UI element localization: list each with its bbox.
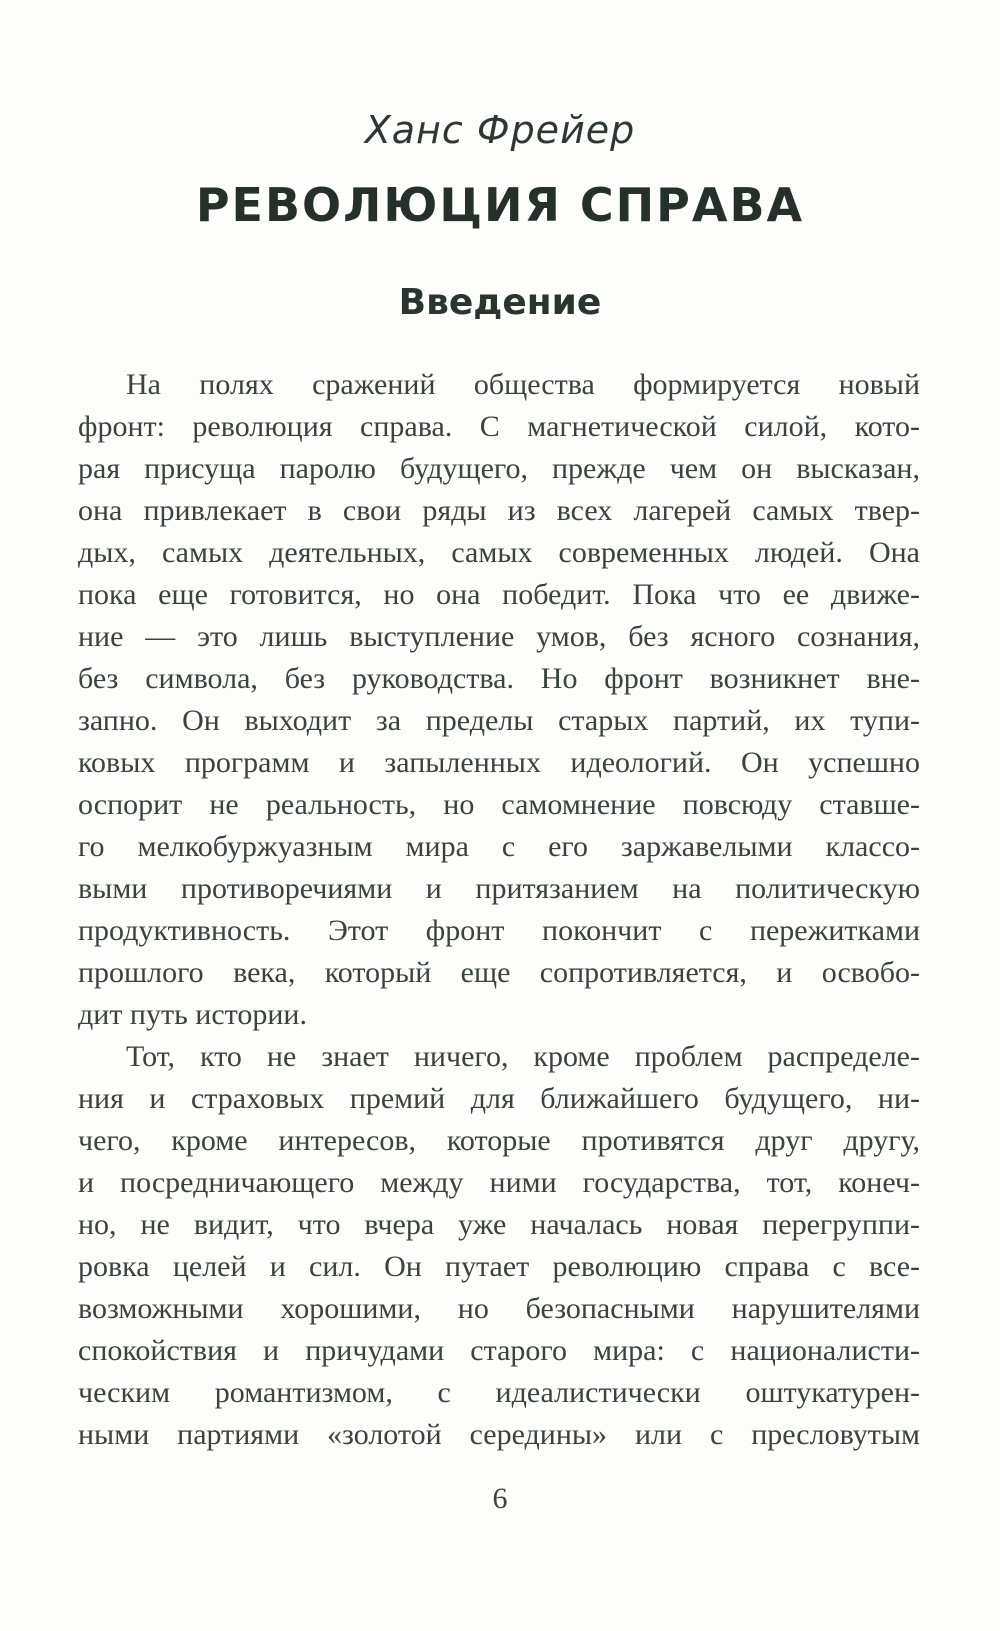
text-line: она привлекает в свои ряды из всех лагерей самых твер-	[78, 494, 920, 527]
text-line: ковых программ и запыленных идеологий. Он успешно	[78, 746, 920, 779]
text-line: возможными хорошими, но безопасными нарушителями	[78, 1292, 920, 1325]
text-line: и посредничающего между ними государства, тот, конеч-	[78, 1166, 920, 1199]
text-line: дит путь истории.	[78, 998, 307, 1031]
text-line: чего, кроме интересов, которые противятся друг другу,	[78, 1124, 920, 1157]
chapter-title: РЕВОЛЮЦИЯ СПРАВА	[195, 178, 805, 232]
text-line: ными партиями «золотой середины» или с пресловутым	[78, 1418, 920, 1451]
text-line: ровка целей и сил. Он путает революцию справа с все-	[78, 1250, 920, 1283]
text-line: без символа, без руководства. Но фронт возникнет вне-	[78, 662, 920, 695]
text-line: На полях сражений общества формируется новый	[126, 368, 920, 401]
text-line: дых, самых деятельных, самых современных людей. Она	[78, 536, 920, 569]
author-name: Ханс Фрейер	[364, 108, 636, 152]
section-heading: Введение	[398, 282, 602, 323]
text-line: прошлого века, который еще сопротивляется, и освобо-	[78, 956, 920, 989]
text-line: продуктивность. Этот фронт покончит с пережитками	[78, 914, 920, 947]
text-line: ческим романтизмом, с идеалистически оштукатурен-	[78, 1376, 920, 1409]
text-line: Тот, кто не знает ничего, кроме проблем распределе-	[126, 1040, 920, 1073]
text-line: оспорит не реальность, но самомнение повсюду ставше-	[78, 788, 920, 821]
text-line: запно. Он выходит за пределы старых партий, их тупи-	[78, 704, 920, 737]
text-line: выми противоречиями и притязанием на политическую	[78, 872, 920, 905]
text-line: спокойствия и причудами старого мира: с националисти-	[78, 1334, 920, 1367]
text-line: ния и страховых премий для ближайшего будущего, ни-	[78, 1082, 920, 1115]
text-line: ние — это лишь выступление умов, без ясного сознания,	[78, 620, 920, 653]
text-line: го мелкобуржуазным мира с его заржавелыми классо-	[78, 830, 920, 863]
text-line: но, не видит, что вчера уже началась новая перегруппи-	[78, 1208, 920, 1241]
text-line: пока еще готовится, но она победит. Пока что ее движе-	[78, 578, 920, 611]
page-number: 6	[492, 1482, 508, 1515]
text-line: фронт: революция справа. С магнетической силой, кото-	[78, 410, 920, 443]
body-text	[78, 364, 920, 1456]
text-line: рая присуща паролю будущего, прежде чем он высказан,	[78, 452, 920, 485]
